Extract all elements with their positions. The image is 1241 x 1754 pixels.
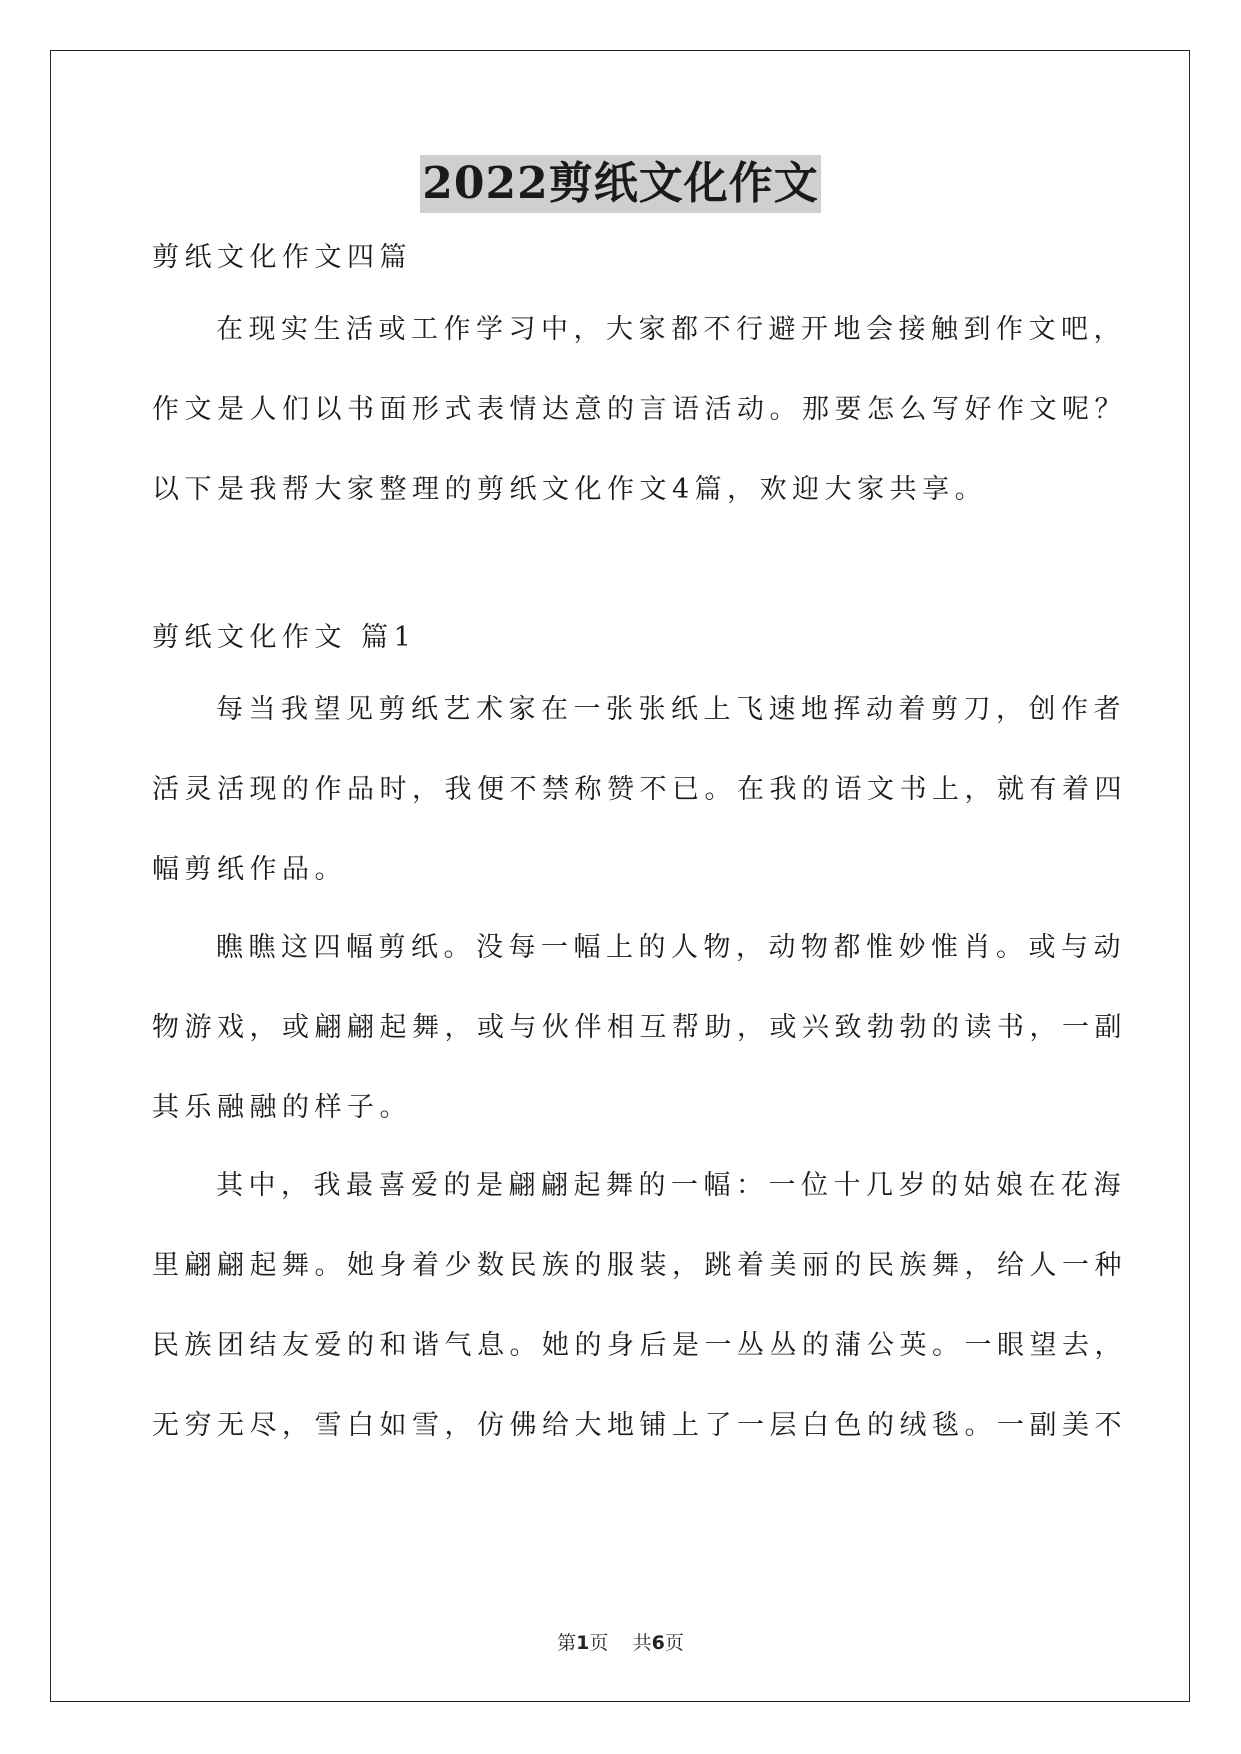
footer-suffix: 页 xyxy=(664,1632,684,1654)
paragraph-line: 无穷无尽，雪白如雪，仿佛给大地铺上了一层白色的绒毯。一副美不 xyxy=(152,1410,1127,1441)
footer-mid: 页 共 xyxy=(589,1632,652,1654)
paragraph-line: 活灵活现的作品时，我便不禁称赞不已。在我的语文书上，就有着四 xyxy=(152,774,1127,805)
paragraph-line: 每当我望见剪纸艺术家在一张张纸上飞速地挥动着剪刀，创作者 xyxy=(216,694,1126,725)
intro-line: 以下是我帮大家整理的剪纸文化作文4篇，欢迎大家共享。 xyxy=(152,474,988,505)
footer-total-pages: 6 xyxy=(651,1632,665,1654)
paragraph-line: 里翩翩起舞。她身着少数民族的服装，跳着美丽的民族舞，给人一种 xyxy=(152,1250,1127,1281)
paragraph-line: 其乐融融的样子。 xyxy=(152,1092,412,1123)
intro-line: 在现实生活或工作学习中，大家都不行避开地会接触到作文吧， xyxy=(216,314,1126,345)
document-subtitle: 剪纸文化作文四篇 xyxy=(152,242,412,273)
section-heading: 剪纸文化作文 篇1 xyxy=(152,622,417,653)
paragraph-2 xyxy=(152,928,1127,1128)
paragraph-1 xyxy=(152,690,1127,890)
paragraph-line: 其中，我最喜爱的是翩翩起舞的一幅：一位十几岁的姑娘在花海 xyxy=(216,1170,1126,1201)
paragraph-line: 幅剪纸作品。 xyxy=(152,854,347,885)
footer-prefix: 第 xyxy=(557,1632,577,1654)
title-wrap xyxy=(0,155,1241,213)
paragraph-line: 物游戏，或翩翩起舞，或与伙伴相互帮助，或兴致勃勃的读书，一副 xyxy=(152,1012,1127,1043)
page-footer xyxy=(0,1628,1241,1655)
document-title: 2022剪纸文化作文 xyxy=(420,155,820,213)
paragraph-3 xyxy=(152,1166,1127,1446)
paragraph-line: 瞧瞧这四幅剪纸。没每一幅上的人物，动物都惟妙惟肖。或与动 xyxy=(216,932,1126,963)
document-body xyxy=(152,238,1127,1446)
intro-paragraph xyxy=(152,310,1127,510)
paragraph-line: 民族团结友爱的和谐气息。她的身后是一丛丛的蒲公英。一眼望去， xyxy=(152,1330,1127,1361)
footer-page-number: 1 xyxy=(576,1632,590,1654)
intro-line: 作文是人们以书面形式表情达意的言语活动。那要怎么写好作文呢？ xyxy=(152,394,1127,425)
